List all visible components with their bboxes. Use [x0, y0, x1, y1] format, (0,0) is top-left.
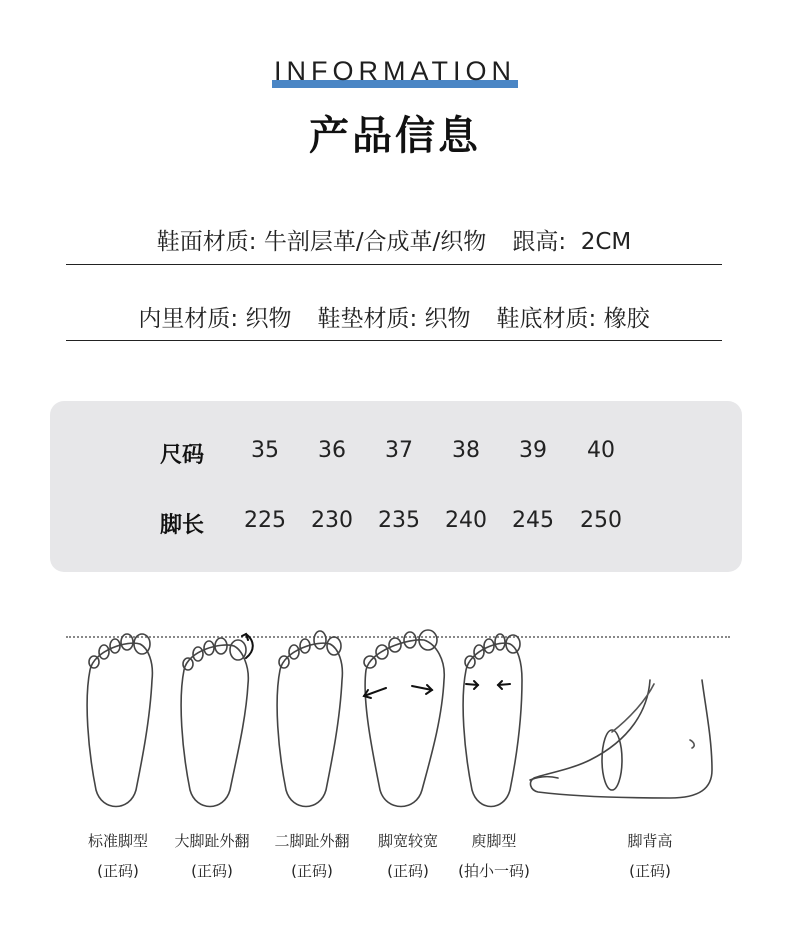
spec-row-1	[66, 223, 722, 256]
narrow-foot-icon	[463, 634, 522, 807]
second-toe-foot-icon	[277, 631, 342, 807]
foot-type-illustrations	[0, 600, 790, 820]
spec-lining-material: 内里材质: 织物	[138, 300, 291, 333]
foot-type-advice: (正码)	[291, 862, 333, 880]
spec-value: 2CM	[580, 229, 632, 255]
foot-type-name: 脚背高	[627, 832, 673, 850]
spec-value: 织物	[424, 306, 471, 332]
spec-sole-material: 鞋底材质: 橡胶	[497, 300, 650, 333]
foot-type-advice: (正码)	[191, 862, 233, 880]
foot-type-advice: (正码)	[629, 862, 671, 880]
spec-value: 牛剖层革/合成革/织物	[263, 229, 487, 255]
spec-upper-material: 鞋面材质: 牛剖层革/合成革/织物	[157, 223, 487, 256]
hallux-valgus-foot-icon	[181, 634, 253, 807]
spec-row-2	[66, 300, 722, 333]
length-cell: 250	[580, 508, 622, 533]
size-cell: 36	[318, 438, 346, 463]
spec-label: 跟高	[512, 229, 559, 255]
size-cell: 40	[587, 438, 615, 463]
size-row-label: 尺码	[160, 443, 205, 468]
foot-type-name: 标准脚型	[87, 832, 148, 850]
foot-type-name: 脚宽较宽	[377, 832, 438, 850]
spec-label: 鞋底材质	[496, 306, 589, 332]
spec-value: 织物	[245, 306, 292, 332]
page-title: 产品信息	[309, 113, 481, 159]
length-row-label: 脚长	[160, 513, 205, 538]
spec-label: 鞋面材质	[156, 229, 249, 255]
length-cell: 240	[445, 508, 487, 533]
size-cell: 39	[519, 438, 547, 463]
english-title: INFORMATION	[274, 56, 516, 86]
foot-type-name: 庾脚型	[471, 832, 517, 850]
foot-type-advice: (拍小一码)	[458, 862, 530, 880]
spec-insole-material: 鞋垫材质: 织物	[317, 300, 470, 333]
foot-type-advice: (正码)	[97, 862, 139, 880]
length-cell: 230	[311, 508, 353, 533]
divider	[66, 264, 722, 265]
size-table	[50, 401, 742, 572]
spec-label: 鞋垫材质	[317, 306, 410, 332]
foot-type-advice: (正码)	[387, 862, 429, 880]
foot-type-name: 二脚趾外翻	[274, 832, 350, 850]
divider	[66, 340, 722, 341]
high-instep-foot-icon	[530, 680, 712, 798]
wide-foot-icon	[364, 630, 444, 807]
spec-heel-height: 跟高: 2CM	[512, 223, 631, 256]
size-cell: 37	[385, 438, 413, 463]
size-cell: 35	[251, 438, 279, 463]
foot-type-name: 大脚趾外翻	[174, 832, 250, 850]
length-cell: 225	[244, 508, 286, 533]
size-cell: 38	[452, 438, 480, 463]
length-cell: 245	[512, 508, 554, 533]
standard-foot-icon	[87, 634, 152, 807]
spec-label: 内里材质	[138, 306, 231, 332]
spec-value: 橡胶	[603, 306, 650, 332]
length-cell: 235	[378, 508, 420, 533]
